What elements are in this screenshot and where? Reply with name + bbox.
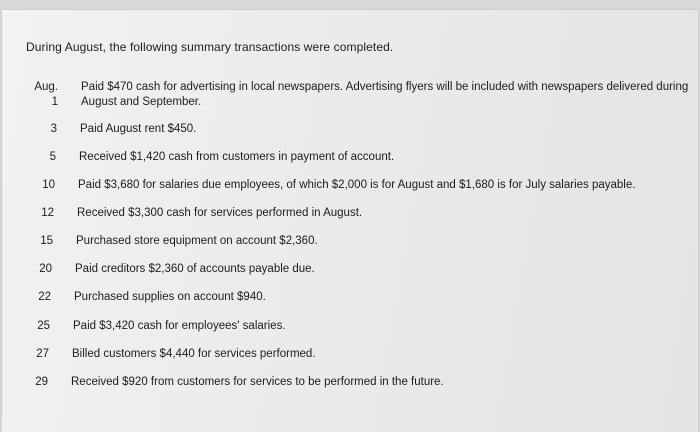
document-page (2, 10, 698, 432)
transaction-date: 5 (49, 151, 56, 163)
transaction-date: 29 (35, 376, 48, 388)
transaction-description: Paid creditors $2,360 of accounts payable due. (75, 263, 315, 275)
transaction-date: 3 (50, 123, 57, 135)
transaction-description: Paid August rent $450. (80, 123, 197, 135)
transaction-date: 22 (38, 291, 51, 303)
transaction-date: 20 (39, 263, 52, 275)
transaction-date: 12 (41, 207, 54, 219)
intro-text: During August, the following summary transactions were completed. (26, 40, 394, 54)
transaction-description: Billed customers $4,440 for services performed. (72, 348, 316, 360)
transaction-description: Received $3,300 cash for services performed in August. (77, 207, 363, 219)
transaction-description: Purchased store equipment on account $2,360. (76, 235, 318, 247)
transaction-description: Paid $470 cash for advertising in local newspapers. Advertising flyers will be included with newspapers delivered during August and September. (81, 81, 689, 108)
transaction-date: 27 (36, 348, 49, 360)
transaction-description: Purchased supplies on account $940. (74, 291, 266, 303)
transaction-description: Received $920 from customers for services to be performed in the future. (71, 376, 444, 388)
transaction-description: Paid $3,680 for salaries due employees, of which $2,000 is for August and $1,680 is for July salaries payable. (78, 179, 636, 191)
transaction-date: 15 (40, 235, 53, 247)
transaction-description: Received $1,420 cash from customers in payment of account. (79, 151, 395, 163)
transaction-date: Aug. 1 (34, 81, 58, 108)
transaction-date: 10 (42, 179, 55, 191)
transaction-date: 25 (37, 320, 50, 332)
transaction-description: Paid $3,420 cash for employees' salaries. (73, 320, 286, 332)
